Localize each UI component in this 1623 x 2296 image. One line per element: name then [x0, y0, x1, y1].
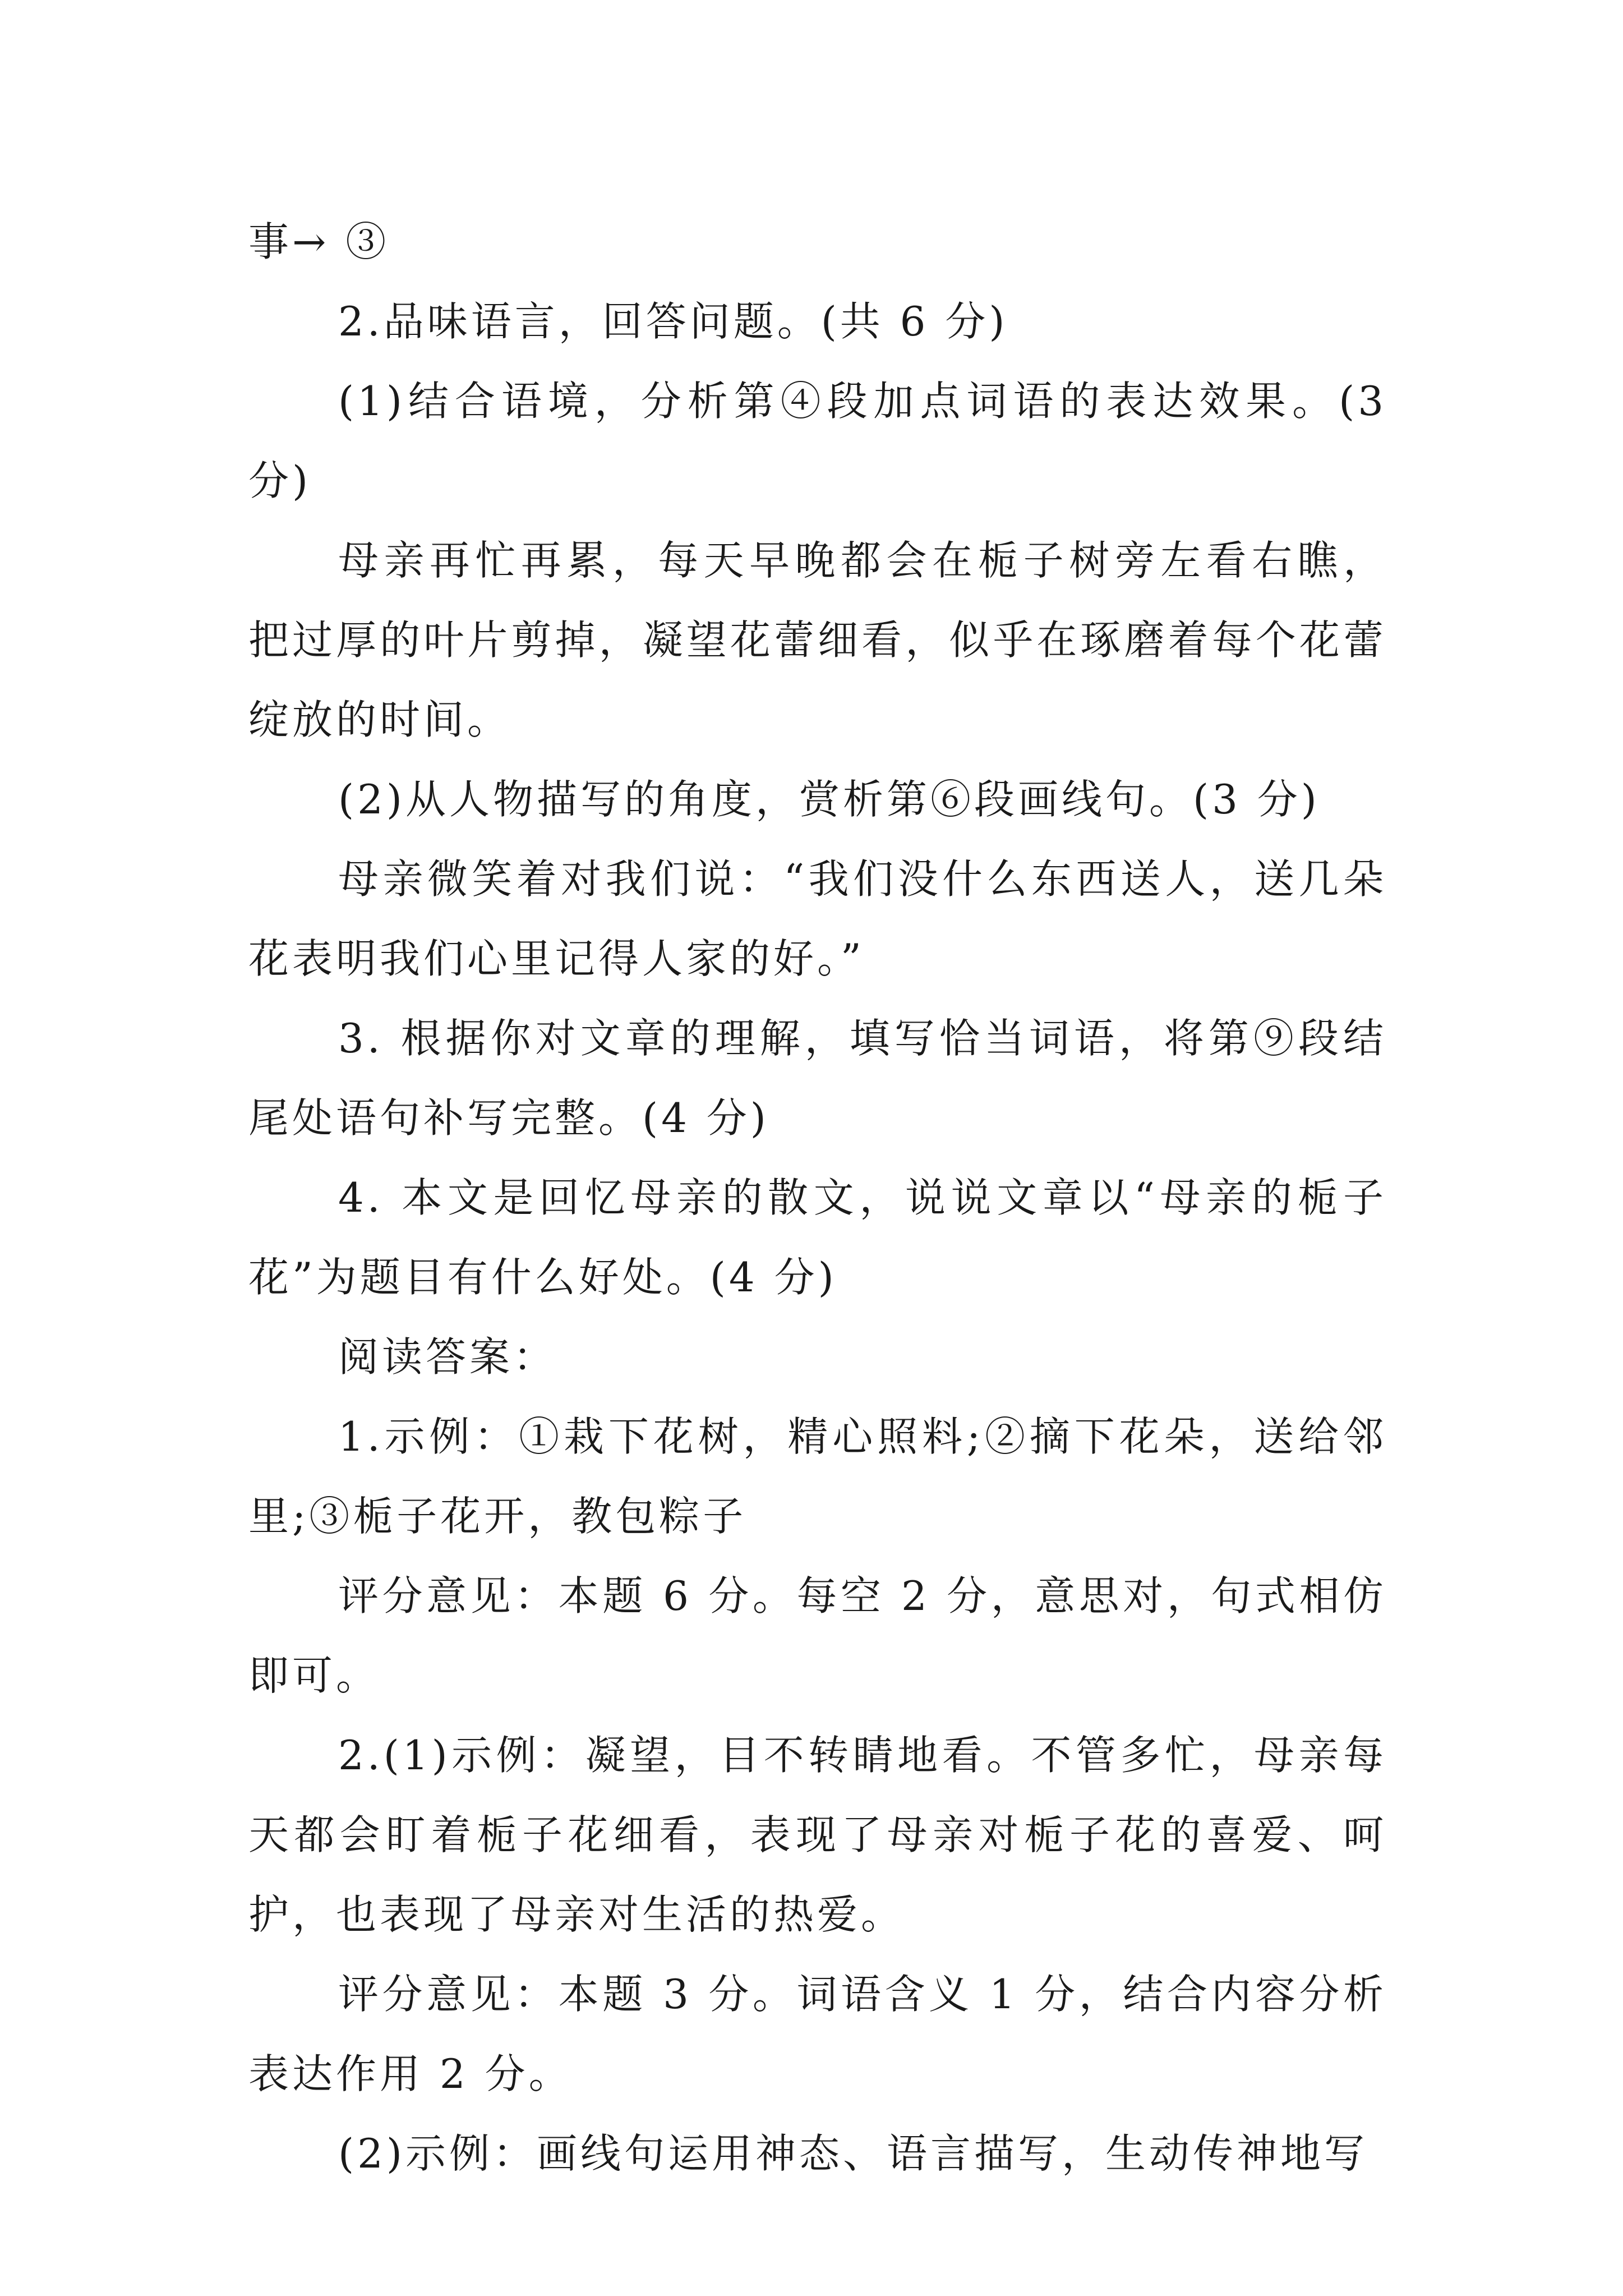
- question-3: 3. 根据你对文章的理解，填写恰当词语，将第⑨段结尾处语句补写完整。(4 分): [248, 1015, 1387, 1142]
- question-2-1-prompt: (1)结合语境，分析第④段加点词语的表达效果。(3 分): [248, 378, 1387, 504]
- answer-1-scoring: 评分意见：本题 6 分。每空 2 分，意思对，句式相仿即可。: [248, 1572, 1387, 1699]
- answer-2-1-scoring: 评分意见：本题 3 分。词语含义 1 分，结合内容分析表达作用 2 分。: [248, 1971, 1387, 2097]
- answers-heading: 阅读答案：: [338, 1333, 557, 1381]
- event-arrow-line: 事→ ③: [248, 218, 390, 265]
- answer-2-1: 2.(1)示例：凝望，目不转睛地看。不管多忙，母亲每天都会盯着栀子花细看，表现了母亲对栀子花的喜爱、呵护，也表现了母亲对生活的热爱。: [248, 1732, 1387, 1938]
- question-4: 4. 本文是回忆母亲的散文，说说文章以“母亲的栀子花”为题目有什么好处。(4 分): [248, 1174, 1387, 1301]
- document-body: [248, 202, 1387, 2193]
- question-2-1-quote: 母亲再忙再累，每天早晚都会在栀子树旁左看右瞧，把过厚的叶片剪掉，凝望花蕾细看，似乎在琢磨着每个花蕾绽放的时间。: [248, 537, 1387, 743]
- question-2-2-quote: 母亲微笑着对我们说：“我们没什么东西送人，送几朵花表明我们心里记得人家的好。”: [248, 855, 1387, 982]
- answer-2-2: (2)示例：画线句运用神态、语言描写，生动传神地写: [338, 2130, 1368, 2177]
- question-2-2-prompt: (2)从人物描写的角度，赏析第⑥段画线句。(3 分): [338, 776, 1320, 823]
- answer-1: 1.示例：①栽下花树，精心照料;②摘下花朵，送给邻里;③栀子花开，教包粽子: [248, 1413, 1387, 1540]
- question-2-title: 2.品味语言，回答问题。(共 6 分): [338, 298, 1008, 345]
